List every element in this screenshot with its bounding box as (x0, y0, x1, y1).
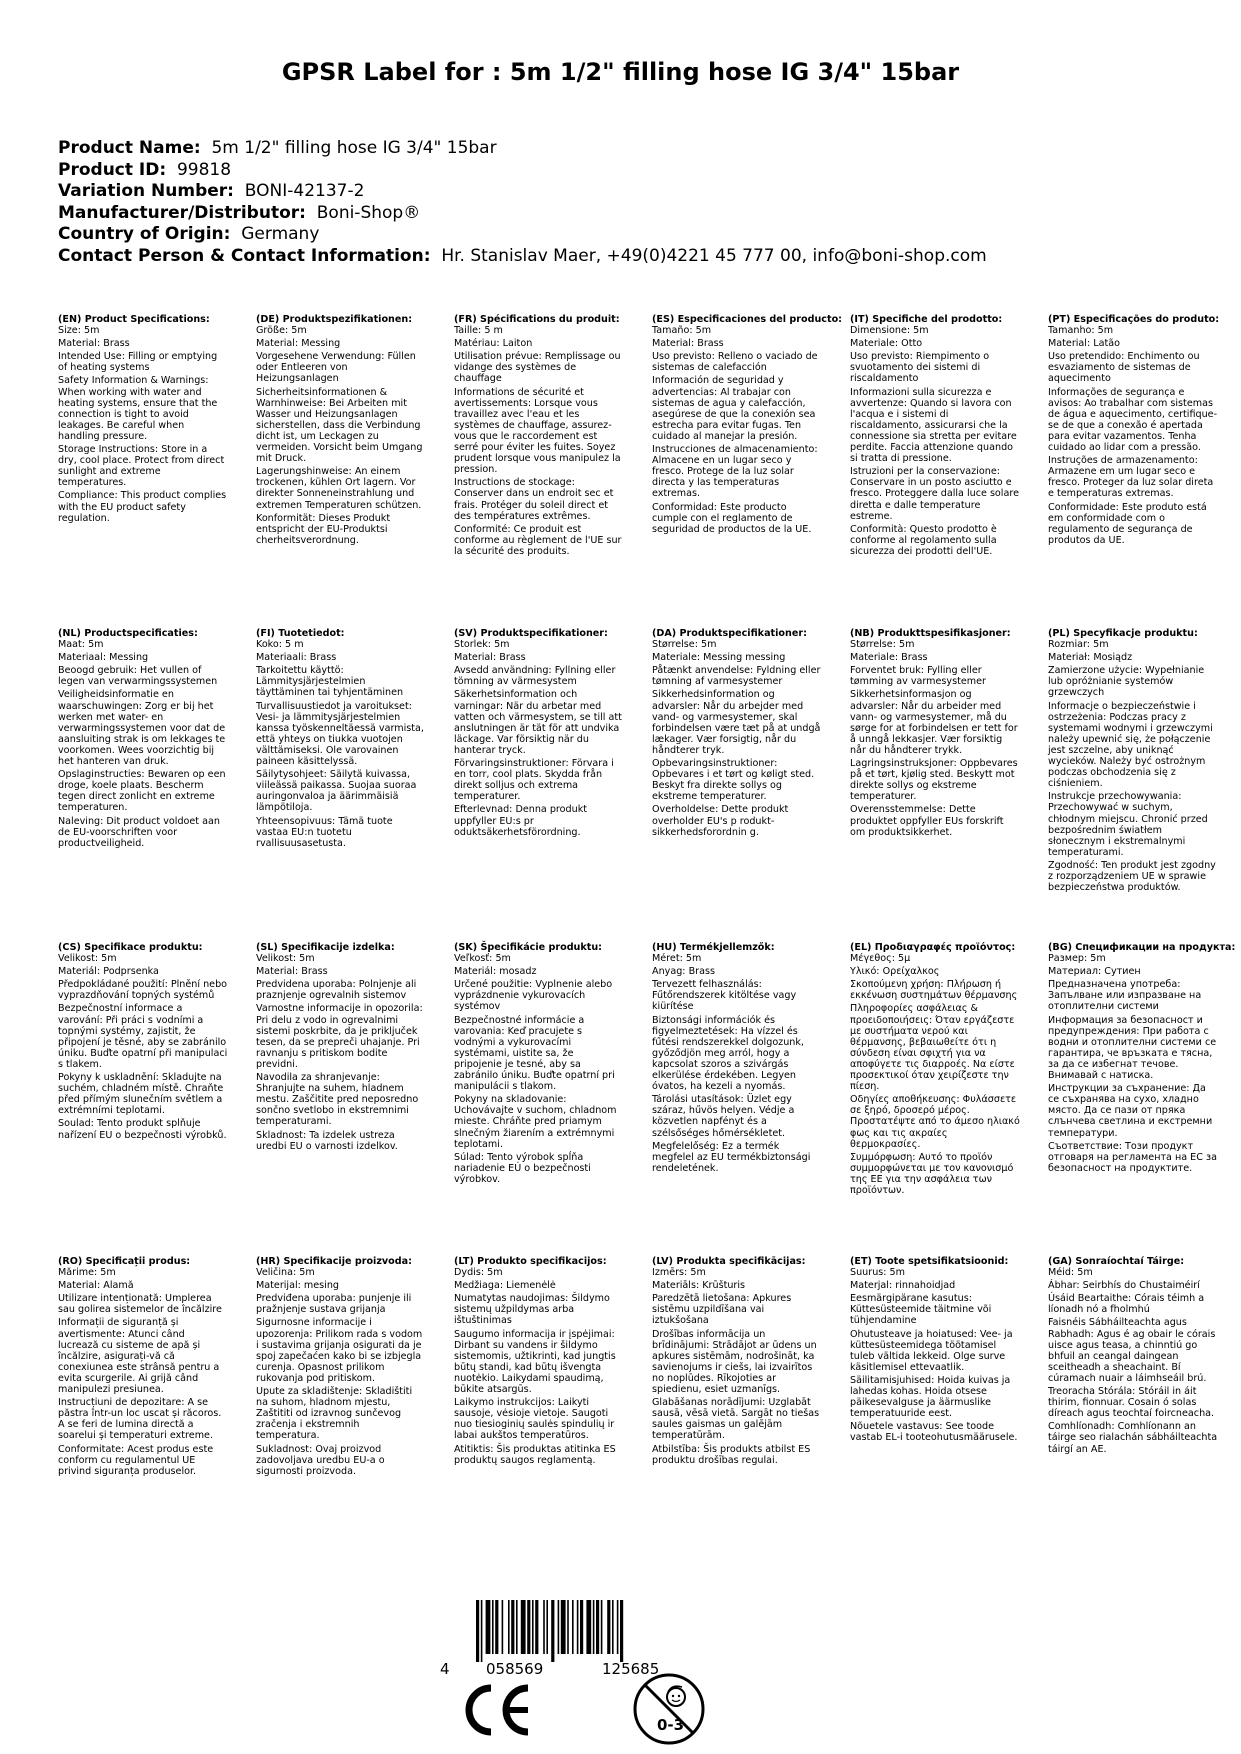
spec-paragraph: Instrukcje przechowywania: Przechowywać w suchym, chłodnym miejscu. Chronić przed bezpośrednim światłem słonecznym i ekstremalnymi temperaturami. (1048, 791, 1208, 858)
barcode-digits-right: 125685 (602, 1660, 660, 1678)
spec-column (58, 942, 228, 1143)
info-label: Product Name: (58, 138, 201, 158)
spec-paragraph: Instructions de stockage: Conserver dans un endroit sec et frais. Protéger du soleil direct et des températures extrêmes. (454, 477, 614, 522)
spec-paragraph: Bezpečnostní informace a varování: Při práci s vodními a topnými systémy, zajistit, že připojení je těsné, aby se zabránilo úniku. Buďte opatrní při manipulaci s tlakem. (58, 1003, 228, 1070)
spec-paragraph: Πληροφορίες ασφάλειας & προειδοποιήσεις: Όταν εργάζεστε με συστήματα νερού και θέρμανσης, βεβαιωθείτε ότι η σύνδεση είναι σφιχτή για να αποφύγετε τις διαρροές. Να είστε προσεκτικοί όταν χειρίζεστε την πίεση. (850, 1003, 1015, 1093)
spec-paragraph: Förvaringsinstruktioner: Förvara i en torr, cool plats. Skydda från direkt solljus och extrema temperaturer. (454, 758, 614, 803)
spec-paragraph: Sukladnost: Ovaj proizvod zadovoljava uredbu EU-a o sigurnosti proizvoda. (256, 1443, 385, 1477)
spec-paragraph: Tárolási utasítások: Üzlet egy száraz, hűvös helyen. Védje a közvetlen napfényt és a szélsőséges hőmérsékletet. (652, 1094, 795, 1139)
page-title: GPSR Label for : 5m 1/2" filling hose IG 3/4" 15bar (281, 58, 960, 86)
barcode-bar (516, 1600, 518, 1654)
spec-paragraph: Vorgesehene Verwendung: Füllen oder Entleeren von Heizungsanlagen (256, 351, 416, 385)
spec-paragraph: Информация за безопасност и предупреждения: При работа с водни и отоплителни системи се гарантира, че връзката е тясна, за да се избегнат течове. Внимавай с натиска. (1048, 1014, 1217, 1082)
spec-paragraph: Storlek: 5m (454, 639, 510, 651)
spec-row (58, 942, 1236, 1256)
spec-paragraph: Laikymo instrukcijos: Laikyti sausoje, vėsioje vietoje. Saugoti nuo tiesioginių saulės spindulių ir labai aukštos temperatūros. (454, 1397, 615, 1442)
barcode-bar (620, 1600, 623, 1662)
spec-paragraph: Conformité: Ce produit est conforme au règlement de l'UE sur la sécurité des produits. (454, 523, 622, 557)
spec-paragraph: Soulad: Tento produkt splňuje nařízení EU o bezpečnosti výrobků. (58, 1118, 227, 1141)
spec-row (58, 314, 1236, 628)
spec-paragraph: Größe: 5m (256, 325, 307, 337)
info-label: Contact Person & Contact Information: (58, 245, 431, 266)
spec-paragraph: Sikkerhetsinformasjon og advarsler: Når du arbeider med vann- og varmesystemer, må du sørge for at forbindelsen er tett for å unngå lekkasjer. Vær forsiktig når du håndterer trykk. (850, 689, 1018, 756)
spec-column (652, 942, 822, 1176)
spec-paragraph: Tamanho: 5m (1048, 325, 1114, 337)
barcode-bar (481, 1600, 483, 1662)
country-of-origin-row (58, 224, 987, 246)
spec-paragraph: Konformität: Dieses Produkt entspricht der EU-Produktsi cherheitsverordnung. (256, 512, 391, 546)
spec-heading: (SV) Produktspecifikationer: (454, 628, 608, 639)
spec-paragraph: Bezpečnostné informácie a varovania: Keď pracujete s vodnými a vykurovacími systémami, uistite sa, že pripojenie je tesné, aby sa zabránilo úniku. Buďte opatrní pri manipulácii s tlakom. (454, 1014, 615, 1093)
spec-paragraph: Instrucciones de almacenamiento: Almacene en un lugar seco y fresco. Protege de la luz solar directa y las temperaturas extremas. (652, 444, 818, 500)
product-name-row (58, 138, 987, 160)
spec-paragraph: Información de seguridad y advertencias: Al trabajar con sistemas de agua y calefacción, asegúrese de que la conexión sea estrecha para evitar fugas. Ten cuidado al manejar la presión. (652, 375, 816, 442)
info-value: Germany (241, 224, 320, 245)
spec-column (454, 314, 624, 559)
spec-paragraph: Medžiaga: Liemenėlė (454, 1280, 556, 1292)
spec-paragraph: Suurus: 5m (850, 1267, 906, 1279)
spec-paragraph: Съответствие: Този продукт отговаря на регламента на ЕС за безопасност на продуктите. (1048, 1140, 1217, 1174)
spec-heading: (PL) Specyfikacje produktu: (1048, 628, 1198, 639)
spec-column (256, 314, 426, 548)
spec-heading: (IT) Specifiche del prodotto: (850, 314, 1003, 325)
spec-paragraph: Velikost: 5m (58, 953, 117, 965)
spec-column (454, 942, 624, 1187)
spec-paragraph: Uso pretendido: Enchimento ou esvaziamento de sistemas de aquecimento (1048, 351, 1200, 385)
spec-paragraph: Størrelse: 5m (850, 639, 915, 651)
spec-paragraph: Skladnost: Ta izdelek ustreza uredbi EU o varnosti izdelkov. (256, 1129, 398, 1152)
spec-paragraph: Matériau: Laiton (454, 338, 533, 350)
barcode-bar (612, 1600, 614, 1654)
spec-column (850, 942, 1020, 1198)
spec-paragraph: Yhteensopivuus: Tämä tuote vastaa EU:n tuotetu rvallisuusasetusta. (256, 815, 393, 849)
spec-paragraph: Material: Brass (58, 338, 130, 350)
barcode-bar (601, 1600, 603, 1654)
spec-paragraph: Drošības informācija un brīdinājumi: Strādājot ar ūdens un apkures sistēmām, nodrošināt, ka savienojums ir ciešs, lai izvairītos no noplūdes. Rīkojoties ar spiedienu, esiet uzmanīgs. (652, 1328, 817, 1396)
spec-paragraph: Compliance: This product complies with the EU product safety regulation. (58, 490, 227, 524)
spec-paragraph: Safety Information & Warnings: When working with water and heating systems, ensure that the connection is tight to avoid leakages. Be careful when handling pressure. (58, 375, 218, 442)
barcode-bar (535, 1600, 538, 1654)
spec-paragraph: Beoogd gebruik: Het vullen of legen van verwarmingssystemen (58, 665, 218, 688)
spec-paragraph: Treoracha Stórála: Stóráil in áit thirim, fionnuar. Cosain ó solas díreach agus teochtaí foircneacha. (1048, 1386, 1215, 1420)
spec-heading: (SK) Špecifikácie produktu: (454, 942, 603, 953)
spec-paragraph: Materjal: rinnahoidjad (850, 1280, 956, 1292)
spec-paragraph: Συμμόρφωση: Αυτό το προϊόν συμμορφώνεται με τον κανονισμό της ΕΕ για την ασφάλεια των προϊόντων. (850, 1151, 1014, 1196)
barcode-bar (607, 1600, 610, 1654)
spec-column (1048, 628, 1218, 895)
spec-column (58, 1256, 228, 1479)
spec-paragraph: Инструкции за съхранение: Да се съхранява на сухо, хладно място. Да се пази от пряка слънчева светлина и екстремни температури. (1048, 1083, 1213, 1139)
spec-heading: (PT) Especificações do produto: (1048, 314, 1220, 325)
spec-column (256, 1256, 426, 1479)
spec-paragraph: Säilitamisjuhised: Hoida kuivas ja lahedas kohas. Hoida otsese päikesevalguse ja äärmuslike temperatuuride eest. (850, 1374, 1011, 1420)
spec-paragraph: Størrelse: 5m (652, 639, 717, 651)
barcode-bar (476, 1600, 479, 1662)
spec-paragraph: Informações de segurança e avisos: Ao trabalhar com sistemas de água e aquecimento, certifique-se de que a conexão é apertada para evitar vazamentos. Tenha cuidado ao lidar com a pressão. (1048, 386, 1218, 454)
spec-column (256, 942, 426, 1154)
info-value: BONI-42137-2 (244, 181, 365, 202)
spec-paragraph: Overensstemmelse: Dette produktet oppfyller EUs forskrift om produktsikkerhet. (850, 804, 1004, 838)
spec-column (1048, 314, 1218, 548)
spec-paragraph: Overholdelse: Dette produkt overholder EU's p roduktsikkerhedsforordnin g. (652, 804, 789, 838)
spec-paragraph: Pokyny k uskladnění: Skladujte na suchém, chladném místě. Chraňte před přímým slunečním světlem a extrémními teplotami. (58, 1072, 224, 1117)
spec-paragraph: Zamierzone użycie: Wypełnianie lub opróżnianie systemów grzewczych (1048, 665, 1205, 699)
spec-paragraph: Méret: 5m (652, 953, 702, 965)
spec-paragraph: Úsáid Beartaithe: Córais téimh a líonadh nó a fholmhú (1048, 1293, 1205, 1316)
info-label: Country of Origin: (58, 224, 231, 245)
spec-paragraph: Izmērs: 5m (652, 1267, 706, 1279)
age-range-text: 0-3 (657, 1716, 685, 1734)
spec-heading: (FR) Spécifications du produit: (454, 314, 620, 325)
spec-column (454, 1256, 624, 1468)
spec-paragraph: Efterlevnad: Denna produkt uppfyller EU:s pr oduktsäkerhetsförordning. (454, 804, 588, 838)
spec-paragraph: Materiaali: Brass (256, 652, 337, 664)
info-value: 99818 (176, 159, 232, 180)
spec-row (58, 628, 1236, 942)
spec-row (58, 1256, 1236, 1570)
spec-paragraph: Opbevaringsinstruktioner: Opbevares i et tørt og køligt sted. Beskyt fra direkte sollys og ekstreme temperaturer. (652, 758, 815, 803)
spec-paragraph: Navodila za shranjevanje: Shranjujte na suhem, hladnem mestu. Zaščitite pred neposredno sončno svetlobo in ekstremnimi temperaturami. (256, 1072, 419, 1128)
spec-paragraph: Materiał: Mosiądz (1048, 652, 1133, 664)
spec-paragraph: Pokyny na skladovanie: Uchovávajte v suchom, chladnom mieste. Chráňte pred priamym slnečným žiarením a extrémnymi teplotami. (454, 1094, 617, 1150)
spec-paragraph: Megfelelőség: Ez a termék megfelel az EU termékbiztonsági rendeletének. (652, 1140, 811, 1174)
spec-paragraph: Säkerhetsinformation och varningar: När du arbetar med vatten och värmesystem, se till att anslutningen är tät för att undvika läckage. Var försiktig när du hanterar tryck. (454, 689, 622, 756)
spec-paragraph: Ábhar: Seirbhís do Chustaiméirí (1048, 1280, 1200, 1292)
spec-paragraph: Conformidade: Este produto está em conformidade com o regulamento de segurança de produtos da UE. (1048, 501, 1207, 546)
info-value: Boni-Shop® (316, 202, 421, 223)
spec-paragraph: Faisnéis Sábháilteachta agus Rabhadh: Agus é ag obair le córais uisce agus teasa, a chinntiú go bhfuil an ceangal daingean sceitheadh a sheachaint. Bí cúramach nuair a láimhseáil brú. (1048, 1317, 1216, 1384)
spec-paragraph: Predvidena uporaba: Polnjenje ali praznjenje ogrevalnih sistemov (256, 979, 417, 1002)
spec-paragraph: Maat: 5m (58, 639, 104, 651)
spec-paragraph: Instruções de armazenamento: Armazene em um lugar seco e fresco. Proteger da luz solar direta e temperaturas extremas. (1048, 455, 1214, 500)
spec-paragraph: Size: 5m (58, 325, 100, 337)
spec-paragraph: Tarkoitettu käyttö: Lämmitysjärjestelmien täyttäminen tai tyhjentäminen (256, 665, 404, 699)
spec-paragraph: Conformità: Questo prodotto è conforme al regolamento sulla sicurezza dei prodotti dell'UE. (850, 523, 997, 557)
spec-paragraph: Eesmärgipärane kasutus: Küttesüsteemide täitmine või tühjendamine (850, 1293, 992, 1327)
barcode-bar (580, 1600, 583, 1654)
info-label: Manufacturer/Distributor: (58, 202, 306, 223)
spec-paragraph: Saugumo informacija ir įspėjimai: Dirbant su vandens ir šildymo sistemomis, užtikrinti, kad jungtis būtų standi, kad būtų išvengta nuotėkio. Laikydami spaudimą, būkite atsargūs. (454, 1328, 616, 1396)
spec-paragraph: Naleving: Dit product voldoet aan de EU-voorschriften voor productveiligheid. (58, 815, 220, 849)
spec-paragraph: Atbilstība: Šis produkts atbilst ES produktu drošības regulai. (652, 1443, 811, 1466)
spec-heading: (FI) Tuotetiedot: (256, 628, 345, 639)
spec-heading: (CS) Specifikace produktu: (58, 942, 203, 953)
spec-paragraph: Instrucțiuni de depozitare: A se păstra într-un loc uscat și răcoros. A se feri de lumina directă a soarelui și temperaturi extreme. (58, 1397, 222, 1442)
spec-paragraph: Sigurnosne informacije i upozorenja: Prilikom rada s vodom i sustavima grijanja osigurati da je spoj zapečaćen kako bi se izbjegla curenja. Opasnost prilikom rukovanja pod pritiskom. (256, 1317, 423, 1384)
spec-paragraph: Uso previsto: Relleno o vaciado de sistemas de calefacción (652, 351, 818, 374)
spec-paragraph: Sikkerhedsinformation og advarsler: Når du arbejder med vand- og varmesystemer, skal forbindelsen være tæt på at undgå lækager. Vær forsigtig, når du håndterer tryk. (652, 689, 821, 756)
spec-paragraph: Material: Alamă (58, 1280, 134, 1292)
barcode-bar (532, 1600, 534, 1654)
barcode-bar (558, 1600, 560, 1654)
spec-paragraph: Atitiktis: Šis produktas atitinka ES produktų saugos reglamentą. (454, 1443, 616, 1466)
spec-column (1048, 942, 1236, 1176)
spec-paragraph: Utilisation prévue: Remplissage ou vidange des systèmes de chauffage (454, 351, 621, 385)
spec-paragraph: Uso previsto: Riempimento o svuotamento dei sistemi di riscaldamento (850, 351, 990, 385)
barcode-bar (486, 1600, 491, 1654)
spec-paragraph: Materiāls: Krūšturis (652, 1280, 746, 1292)
spec-paragraph: Dimensione: 5m (850, 325, 929, 337)
barcode-bar (551, 1600, 554, 1662)
spec-paragraph: Mărime: 5m (58, 1267, 116, 1279)
spec-paragraph: Material: Brass (256, 966, 328, 978)
spec-paragraph: Anyag: Brass (652, 966, 715, 978)
spec-heading: (LT) Produkto specifikacijos: (454, 1256, 607, 1267)
spec-column (256, 628, 426, 851)
spec-paragraph: Οδηγίες αποθήκευσης: Φυλάσσετε σε ξηρό, δροσερό μέρος. Προστατέψτε από το άμεσο ηλιακό φως και τις ακραίες θερμοκρασίες. (850, 1094, 1020, 1150)
spec-paragraph: Material: Brass (454, 652, 526, 664)
spec-column (652, 1256, 822, 1468)
barcode-bar (596, 1600, 599, 1654)
spec-paragraph: Turvallisuustiedot ja varoitukset: Vesi- ja lämmitysjärjestelmien kanssa työskenneltäessä varmista, että yhteys on tiukka vuotojen välttämiseksi. Ole varovainen paineen käsittelyssä. (256, 700, 424, 768)
spec-paragraph: Lagringsinstruksjoner: Oppbevares på et tørt, kjølig sted. Beskytt mot direkte sollys og ekstreme temperaturer. (850, 758, 1018, 803)
spec-paragraph: Utilizare intenționată: Umplerea sau golirea sistemelor de încălzire (58, 1293, 222, 1316)
spec-grid (58, 314, 1236, 1570)
spec-paragraph: Istruzioni per la conservazione: Conservare in un posto asciutto e fresco. Proteggere dalla luce solare diretta e dalle temperature estreme. (850, 466, 1019, 522)
spec-paragraph: Forventet bruk: Fylling eller tømming av varmesystemer (850, 665, 986, 688)
spec-paragraph: Informacje o bezpieczeństwie i ostrzeżenia: Podczas pracy z systemami wodnymi i grzewczymi należy upewnić się, że połączenie jest szczelne, aby uniknąć wycieków. Należy być ostrożnym podczas obchodzenia się z ciśnieniem. (1048, 700, 1213, 790)
spec-column (58, 314, 228, 526)
spec-paragraph: Biztonsági információk és figyelmeztetések: Ha vízzel és fűtési rendszerekkel dolgozunk, győződjön meg arról, hogy a kapcsolat szoros a szivárgás elkerülése érdekében. Legyen óvatos, ha kezeli a nyomás. (652, 1014, 804, 1093)
spec-paragraph: Dydis: 5m (454, 1267, 503, 1279)
spec-paragraph: Predviđena uporaba: punjenje ili pražnjenje sustava grijanja (256, 1293, 412, 1316)
barcode-bar (492, 1600, 494, 1654)
barcode-bar (502, 1600, 504, 1654)
spec-paragraph: Tamaño: 5m (652, 325, 712, 337)
spec-paragraph: Paredzētā lietošana: Apkures sistēmu uzpildīšana vai iztukšošana (652, 1293, 792, 1327)
age-0-3-warning-icon (632, 1672, 706, 1746)
spec-paragraph: Numatytas naudojimas: Šildymo sistemų užpildymas arba ištuštinimas (454, 1293, 610, 1327)
spec-paragraph: Opslaginstructies: Bewaren op een droge, koele plaats. Bescherm tegen direct zonlicht en extreme temperaturen. (58, 769, 226, 814)
spec-paragraph: Påtænkt anvendelse: Fyldning eller tømning af varmesystemer (652, 665, 821, 688)
info-label: Variation Number: (58, 181, 234, 202)
spec-paragraph: Rozmiar: 5m (1048, 639, 1109, 651)
barcode-bar (521, 1600, 526, 1654)
barcode-bar (495, 1600, 498, 1654)
info-value: Hr. Stanislav Maer, +49(0)4221 45 777 00, info@boni-shop.com (441, 245, 987, 266)
barcode-bar (527, 1600, 530, 1654)
spec-column (850, 628, 1020, 840)
spec-heading: (LV) Produkta specifikācijas: (652, 1256, 806, 1267)
info-label: Product ID: (58, 159, 167, 180)
spec-heading: (BG) Спецификации на продукта: (1048, 942, 1236, 953)
spec-heading: (DE) Produktspezifikationen: (256, 314, 413, 325)
contact-row (58, 246, 987, 268)
spec-paragraph: Veľkosť: 5m (454, 953, 511, 965)
spec-paragraph: Zgodność: Ten produkt jest zgodny z rozporządzeniem UE w sprawie bezpieczeństwa produktów. (1048, 859, 1216, 894)
spec-heading: (EL) Προδιαγραφές προϊόντος: (850, 942, 1016, 953)
spec-paragraph: Varnostne informacije in opozorila: Pri delu z vodo in ogrevalnimi sistemi poskrbite, da je priključek tesen, da se prepreči uhajanje. Pri ravnanju s pritiskom bodite previdni. (256, 1003, 423, 1070)
spec-paragraph: Súlad: Tento výrobok spĺňa nariadenie EÚ o bezpečnosti výrobkov. (454, 1151, 591, 1185)
barcode-bar (617, 1600, 619, 1654)
spec-paragraph: Materiál: Podprsenka (58, 966, 159, 978)
barcode-bar (577, 1600, 579, 1654)
barcode-bar (546, 1600, 548, 1654)
spec-column (652, 628, 822, 840)
spec-paragraph: Materijal: mesing (256, 1280, 340, 1292)
barcode-bar (511, 1600, 514, 1654)
barcode-bar (543, 1600, 545, 1654)
barcode-bar (567, 1600, 569, 1654)
manufacturer-row (58, 203, 987, 225)
ce-mark-icon (458, 1680, 533, 1740)
spec-heading: (ET) Toote spetsifikatsioonid: (850, 1256, 1009, 1267)
barcode (440, 1600, 710, 1680)
spec-paragraph: Předpokládané použití: Plnění nebo vyprazdňování topných systémů (58, 979, 228, 1002)
spec-paragraph: Informations de sécurité et avertissements: Lorsque vous travaillez avec l'eau et les systèmes de chauffage, assurez-vous que le raccordement est serré pour éviter les fuites. Soyez prudent lorsque vous manipulez la pression. (454, 386, 621, 476)
spec-paragraph: Sicherheitsinformationen & Warnhinweise: Bei Arbeiten mit Wasser und Heizungsanlagen sicherstellen, dass die Verbindung dicht ist, um Leckagen zu vermeiden. Vorsicht beim Umgang mit Druck. (256, 386, 423, 465)
spec-paragraph: Materiale: Brass (850, 652, 928, 664)
spec-paragraph: Säilytysohjeet: Säilytä kuivassa, viileässä paikassa. Suojaa suoraa auringonvaloa ja äärimmäisiä lämpötiloja. (256, 769, 417, 814)
spec-paragraph: Materiale: Messing messing (652, 652, 786, 664)
spec-paragraph: Conformidad: Este producto cumple con el reglamento de seguridad de productos de la UE. (652, 501, 812, 535)
barcode-bar (586, 1600, 591, 1654)
spec-heading: (ES) Especificaciones del producto: (652, 314, 843, 325)
spec-paragraph: Materiál: mosadz (454, 966, 537, 978)
spec-paragraph: Предназначена употреба: Запълване или изпразване на отоплителни системи (1048, 979, 1202, 1013)
spec-paragraph: Conformitate: Acest produs este conform cu regulamentul UE privind siguranța produselor. (58, 1443, 214, 1477)
spec-paragraph: Materiaal: Messing (58, 652, 149, 664)
spec-paragraph: Glabāšanas norādījumi: Uzglabāt sausā, vēsā vietā. Sargāt no tiešas saules gaismas un galējām temperatūrām. (652, 1397, 820, 1442)
spec-paragraph: Μέγεθος: 5μ (850, 953, 911, 965)
barcode-bar (508, 1600, 510, 1654)
spec-paragraph: Storage Instructions: Store in a dry, cool place. Protect from direct sunlight and extreme temperatures. (58, 444, 225, 489)
spec-paragraph: Σκοπούμενη χρήση: Πλήρωση ή εκκένωση συστημάτων θέρμανσης (850, 979, 1018, 1002)
spec-paragraph: Taille: 5 m (454, 325, 503, 337)
spec-heading: (NL) Productspecificaties: (58, 628, 198, 639)
spec-paragraph: Určené použitie: Vyplnenie alebo vyprázdnenie vykurovacích systémov (454, 979, 613, 1013)
spec-paragraph: Nõuetele vastavus: See toode vastab EL-i tooteohutusmäärusele. (850, 1421, 1018, 1444)
spec-paragraph: Intended Use: Filling or emptying of heating systems (58, 351, 218, 374)
spec-paragraph: Materiale: Otto (850, 338, 923, 350)
product-info (58, 138, 987, 268)
spec-heading: (HU) Termékjellemzők: (652, 942, 775, 953)
spec-column (58, 628, 228, 851)
variation-number-row (58, 181, 987, 203)
spec-paragraph: Informații de siguranță și avertismente: Atunci când lucrează cu sisteme de apă și încălzire, asigurați-vă că conexiunea este strânsă pentru a evita scurgerile. Ai grijă când manipulezi presiunea. (58, 1317, 220, 1396)
spec-heading: (RO) Specificații produs: (58, 1256, 191, 1267)
spec-heading: (SL) Specifikacije izdelka: (256, 942, 395, 953)
spec-paragraph: Material: Messing (256, 338, 341, 350)
spec-paragraph: Informazioni sulla sicurezza e avvertenze: Quando si lavora con l'acqua e i sistemi di riscaldamento, assicurarsi che la connessione sia stretta per evitare perdite. Faccia attenzione quando si tratta di pressione. (850, 386, 1017, 465)
spec-column (652, 314, 843, 537)
info-value: 5m 1/2" filling hose IG 3/4" 15bar (211, 138, 497, 158)
spec-paragraph: Koko: 5 m (256, 639, 304, 651)
spec-heading: (HR) Specifikacije proizvoda: (256, 1256, 412, 1267)
spec-heading: (DA) Produktspecifikationer: (652, 628, 807, 639)
spec-column (850, 1256, 1020, 1446)
spec-column (1048, 1256, 1218, 1457)
barcode-digits-left: 058569 (486, 1660, 544, 1678)
spec-paragraph: Размер: 5m (1048, 953, 1106, 965)
spec-paragraph: Veiligheidsinformatie en waarschuwingen: Zorg er bij het werken met water- en verwarmingssystemen voor dat de aansluiting strak is om lekkages te voorkomen. Wees voorzichtig bij het hanteren van druk. (58, 689, 226, 768)
spec-paragraph: Veličina: 5m (256, 1267, 315, 1279)
barcode-bar (561, 1600, 566, 1654)
spec-paragraph: Méid: 5m (1048, 1267, 1093, 1279)
spec-paragraph: Velikost: 5m (256, 953, 315, 965)
spec-paragraph: Upute za skladištenje: Skladištiti na suhom, hladnom mjestu, Zaštititi od izravnog sunčevog zračenja i ekstremnih temperatura. (256, 1386, 413, 1442)
spec-paragraph: Tervezett felhasználás: Fűtőrendszerek kitöltése vagy kiürítése (652, 979, 797, 1013)
product-id-row (58, 160, 987, 182)
barcode-bar (572, 1600, 574, 1654)
barcode-digit-prefix: 4 (440, 1660, 450, 1678)
barcode-bar (593, 1600, 595, 1654)
spec-heading: (EN) Product Specifications: (58, 314, 210, 325)
barcode-bars (476, 1600, 676, 1662)
spec-paragraph: Материал: Сутиен (1048, 966, 1141, 978)
spec-paragraph: Material: Latão (1048, 338, 1120, 350)
spec-column (850, 314, 1020, 559)
spec-column (454, 628, 624, 840)
spec-paragraph: Material: Brass (652, 338, 724, 350)
spec-heading: (GA) Sonraíochtaí Táirge: (1048, 1256, 1185, 1267)
spec-paragraph: Υλικό: Ορείχαλκος (850, 966, 940, 978)
spec-paragraph: Avsedd användning: Fyllning eller tömning av värmesystem (454, 665, 616, 688)
spec-heading: (NB) Produkttspesifikasjoner: (850, 628, 1011, 639)
spec-paragraph: Ohutusteave ja hoiatused: Vee- ja küttesüsteemidega töötamisel tuleb vältida lekkeid. Olge surve käsitlemisel ettevaatlik. (850, 1328, 1013, 1373)
spec-paragraph: Lagerungshinweise: An einem trockenen, kühlen Ort lagern. Vor direkter Sonneneinstrahlung und extremen Temperaturen schützen. (256, 466, 422, 511)
spec-paragraph: Comhlíonadh: Comhlíonann an táirge seo rialachán sábháilteachta táirgí an AE. (1048, 1421, 1218, 1455)
